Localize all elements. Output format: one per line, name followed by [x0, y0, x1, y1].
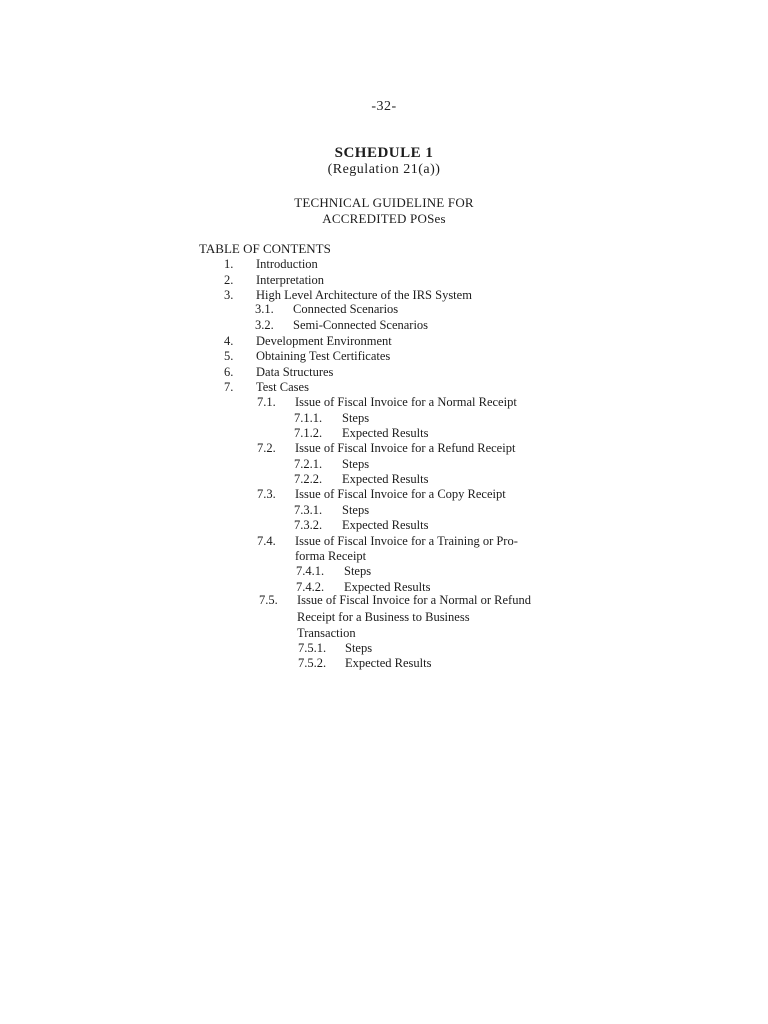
toc-item-number: 1. [224, 257, 234, 271]
toc-item-title: Test Cases [256, 380, 309, 394]
toc-item-number: 3.2. [255, 318, 274, 332]
toc-item-number: 4. [224, 334, 234, 348]
toc-item-number: 7.4. [257, 534, 276, 548]
toc-heading: TABLE OF CONTENTS [199, 241, 331, 256]
toc-item-number: 2. [224, 273, 234, 287]
toc-item-number: 7.1.2. [294, 426, 323, 440]
toc-item-title: Steps [345, 641, 373, 655]
toc-item-title: Transaction [297, 626, 356, 640]
toc-item-title: Steps [342, 503, 370, 517]
toc-item-title: Expected Results [344, 580, 431, 594]
toc-item-number: 7. [224, 380, 234, 394]
toc-item-number: 7.1.1. [294, 411, 323, 425]
guideline-title-line-2: ACCREDITED POSes [322, 211, 446, 226]
toc-item-number: 7.5. [259, 593, 278, 607]
toc-item-title: Introduction [256, 257, 318, 271]
schedule-regulation: (Regulation 21(a)) [327, 162, 441, 177]
toc-item-title: Issue of Fiscal Invoice for a Copy Receipt [295, 487, 506, 501]
page-number: -32- [371, 99, 397, 114]
toc-item-number: 7.2.2. [294, 472, 323, 486]
toc-item-number: 7.3. [257, 487, 276, 501]
toc-item-title: Issue of Fiscal Invoice for a Training or Pro- [295, 534, 518, 548]
toc-item-title: Obtaining Test Certificates [256, 349, 391, 363]
toc-item-title: forma Receipt [295, 549, 367, 563]
toc-item-title: Expected Results [342, 518, 429, 532]
toc-item-number: 3. [224, 288, 234, 302]
toc-item-number: 7.5.1. [298, 641, 327, 655]
toc-item-number: 7.3.2. [294, 518, 323, 532]
toc-item-title: Development Environment [256, 334, 392, 348]
toc-item-title: Data Structures [256, 365, 334, 379]
toc-item-title: Steps [342, 411, 370, 425]
toc-item-title: Expected Results [342, 472, 429, 486]
toc-item-number: 7.3.1. [294, 503, 323, 517]
toc-item-number: 7.4.2. [296, 580, 325, 594]
schedule-title: SCHEDULE 1 [334, 145, 434, 161]
toc-item-title: Receipt for a Business to Business [297, 610, 470, 624]
toc-item-title: High Level Architecture of the IRS System [256, 288, 472, 302]
toc-item-number: 7.2.1. [294, 457, 323, 471]
toc-item-number: 7.1. [257, 395, 276, 409]
toc-item-number: 3.1. [255, 302, 274, 316]
toc-item-title: Semi-Connected Scenarios [293, 318, 429, 332]
toc-item-number: 5. [224, 349, 234, 363]
toc-item-number: 7.4.1. [296, 564, 325, 578]
toc-item-title: Expected Results [342, 426, 429, 440]
toc-item-title: Steps [344, 564, 372, 578]
toc-item-number: 6. [224, 365, 234, 379]
toc-item-number: 7.5.2. [298, 656, 327, 670]
toc-item-title: Issue of Fiscal Invoice for a Refund Receipt [295, 441, 516, 455]
toc-item-title: Connected Scenarios [293, 302, 399, 316]
toc-item-title: Expected Results [345, 656, 432, 670]
toc-item-title: Issue of Fiscal Invoice for a Normal Receipt [295, 395, 517, 409]
guideline-title-line-1: TECHNICAL GUIDELINE FOR [294, 195, 474, 210]
toc-item-title: Interpretation [256, 273, 325, 287]
toc-item-title: Steps [342, 457, 370, 471]
toc-item-number: 7.2. [257, 441, 276, 455]
toc-item-title: Issue of Fiscal Invoice for a Normal or Refund [297, 593, 531, 607]
